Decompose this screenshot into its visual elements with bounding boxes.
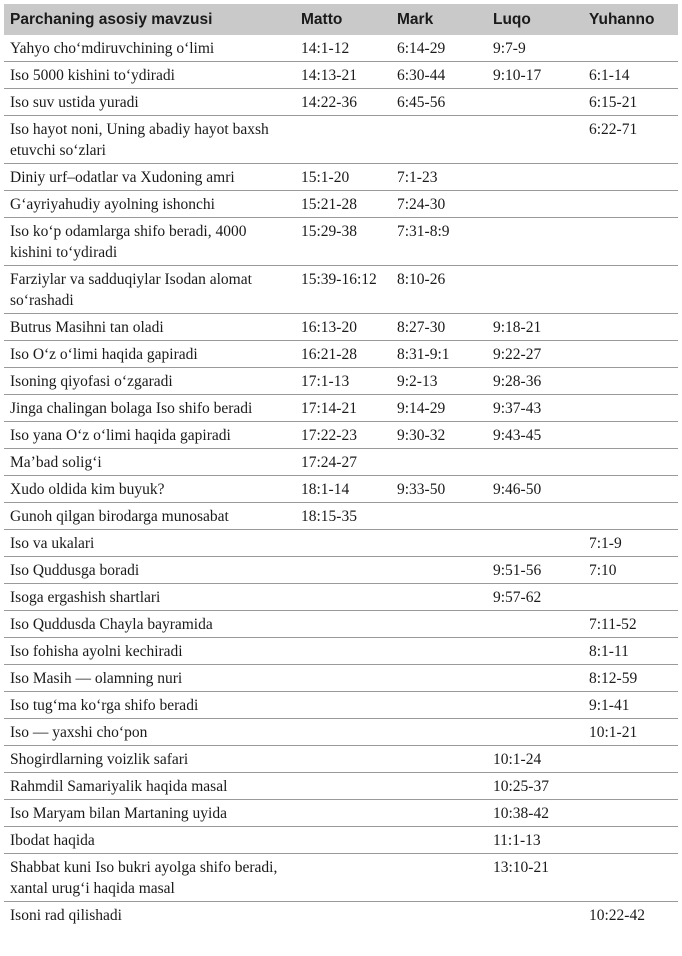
cell-luke <box>487 638 583 665</box>
cell-mark <box>391 638 487 665</box>
column-header-luke: Luqo <box>487 4 583 35</box>
cell-matthew <box>295 692 391 719</box>
cell-mark <box>391 665 487 692</box>
cell-luke: 11:1-13 <box>487 827 583 854</box>
table-row <box>4 665 678 692</box>
cell-matthew <box>295 719 391 746</box>
table-row <box>4 62 678 89</box>
cell-john <box>583 476 678 503</box>
cell-luke <box>487 116 583 164</box>
table-row <box>4 449 678 476</box>
cell-mark: 7:1-23 <box>391 164 487 191</box>
cell-luke <box>487 266 583 314</box>
column-header-topic: Parchaning asosiy mavzusi <box>4 4 295 35</box>
cell-mark: 8:31-9:1 <box>391 341 487 368</box>
cell-topic: Jinga chalingan bolaga Iso shifo beradi <box>4 395 295 422</box>
table-row <box>4 800 678 827</box>
table-row <box>4 476 678 503</box>
cell-matthew <box>295 638 391 665</box>
table-row <box>4 116 678 164</box>
column-header-john: Yuhanno <box>583 4 678 35</box>
table-row <box>4 218 678 266</box>
cell-john: 9:1-41 <box>583 692 678 719</box>
cell-john: 7:10 <box>583 557 678 584</box>
cell-mark <box>391 116 487 164</box>
cell-topic: Iso yana O‘z o‘limi haqida gapiradi <box>4 422 295 449</box>
cell-john: 6:22-71 <box>583 116 678 164</box>
cell-matthew <box>295 854 391 902</box>
cell-matthew: 17:24-27 <box>295 449 391 476</box>
cell-matthew <box>295 827 391 854</box>
cell-john <box>583 218 678 266</box>
table-row <box>4 503 678 530</box>
table-row <box>4 611 678 638</box>
cell-john <box>583 800 678 827</box>
cell-topic: Iso suv ustida yuradi <box>4 89 295 116</box>
cell-topic: Butrus Masihni tan oladi <box>4 314 295 341</box>
cell-john <box>583 773 678 800</box>
cell-topic: Isoni rad qilishadi <box>10 907 122 924</box>
cell-luke: 9:18-21 <box>487 314 583 341</box>
table-body <box>4 35 678 928</box>
cell-luke: 10:1-24 <box>487 746 583 773</box>
table-row <box>4 719 678 746</box>
table-row <box>4 35 678 62</box>
cell-luke <box>487 449 583 476</box>
gospel-parallels-table <box>4 4 678 928</box>
cell-topic: Iso fohisha ayolni kechiradi <box>4 638 295 665</box>
cell-john: 10:1-21 <box>583 719 678 746</box>
cell-luke <box>487 719 583 746</box>
cell-mark <box>391 746 487 773</box>
cell-matthew <box>295 665 391 692</box>
cell-matthew <box>295 611 391 638</box>
cell-matthew: 17:14-21 <box>295 395 391 422</box>
cell-topic: Iso ko‘p odamlarga shifo beradi, 4000 kishini to‘ydiradi <box>4 218 295 266</box>
cell-mark: 6:14-29 <box>391 35 487 62</box>
cell-topic: Iso hayot noni, Uning abadiy hayot baxsh etuvchi so‘zlari <box>4 116 295 164</box>
cell-matthew: 18:15-35 <box>295 503 391 530</box>
cell-topic: Shogirdlarning voizlik safari <box>4 746 295 773</box>
cell-john <box>583 827 678 854</box>
cell-matthew <box>295 746 391 773</box>
cell-mark: 9:30-32 <box>391 422 487 449</box>
cell-matthew <box>295 800 391 827</box>
cell-luke: 9:46-50 <box>487 476 583 503</box>
cell-topic: Iso va ukalari <box>4 530 295 557</box>
cell-luke <box>487 503 583 530</box>
column-header-mark: Mark <box>391 4 487 35</box>
table-row <box>4 854 678 902</box>
table-row <box>4 557 678 584</box>
cell-mark <box>391 503 487 530</box>
cell-john <box>583 368 678 395</box>
table-row <box>4 773 678 800</box>
cell-luke: 10:38-42 <box>487 800 583 827</box>
cell-luke: 13:10-21 <box>487 854 583 902</box>
cell-john: 10:22-42 <box>589 907 645 924</box>
cell-topic: Iso Quddusga boradi <box>4 557 295 584</box>
cell-mark: 7:31-8:9 <box>391 218 487 266</box>
table-row <box>4 314 678 341</box>
cell-topic: Xudo oldida kim buyuk? <box>4 476 295 503</box>
cell-john: 6:15-21 <box>583 89 678 116</box>
cell-mark: 9:2-13 <box>391 368 487 395</box>
cell-topic: Rahmdil Samariyalik haqida masal <box>4 773 295 800</box>
cell-matthew: 16:13-20 <box>295 314 391 341</box>
cell-matthew: 14:13-21 <box>295 62 391 89</box>
cell-mark <box>391 692 487 719</box>
cell-luke: 9:43-45 <box>487 422 583 449</box>
cell-luke <box>487 902 583 929</box>
cell-mark: 9:33-50 <box>391 476 487 503</box>
cell-mark <box>391 611 487 638</box>
table-row <box>4 191 678 218</box>
cell-matthew: 15:29-38 <box>295 218 391 266</box>
cell-john <box>583 449 678 476</box>
cell-john <box>583 266 678 314</box>
table-row <box>4 827 678 854</box>
cell-john: 7:1-9 <box>583 530 678 557</box>
cell-matthew <box>295 530 391 557</box>
cell-matthew <box>295 584 391 611</box>
table-row <box>4 395 678 422</box>
cell-matthew: 14:1-12 <box>295 35 391 62</box>
cell-luke: 9:37-43 <box>487 395 583 422</box>
cell-mark: 8:10-26 <box>391 266 487 314</box>
cell-topic: Iso Masih — olamning nuri <box>4 665 295 692</box>
table-row <box>4 266 678 314</box>
cell-mark: 8:27-30 <box>391 314 487 341</box>
cell-matthew: 15:39-16:12 <box>295 266 391 314</box>
cell-topic: Gunoh qilgan birodarga munosabat <box>4 503 295 530</box>
cell-john <box>583 395 678 422</box>
cell-topic: Iso Quddusda Chayla bayramida <box>4 611 295 638</box>
cell-matthew <box>295 557 391 584</box>
table-row <box>4 530 678 557</box>
cell-john: 7:11-52 <box>583 611 678 638</box>
cell-matthew <box>295 773 391 800</box>
cell-luke: 9:57-62 <box>487 584 583 611</box>
cell-mark <box>391 719 487 746</box>
cell-luke <box>487 89 583 116</box>
cell-john <box>583 503 678 530</box>
cell-john: 6:1-14 <box>583 62 678 89</box>
cell-john <box>583 191 678 218</box>
cell-john <box>583 341 678 368</box>
cell-luke <box>487 164 583 191</box>
cell-topic: Iso 5000 kishini to‘ydiradi <box>4 62 295 89</box>
cell-luke <box>487 530 583 557</box>
cell-luke: 9:22-27 <box>487 341 583 368</box>
cell-topic: Isoning qiyofasi o‘zgaradi <box>4 368 295 395</box>
cell-topic: Iso O‘z o‘limi haqida gapiradi <box>4 341 295 368</box>
table-row <box>4 692 678 719</box>
cell-matthew: 18:1-14 <box>295 476 391 503</box>
cell-john <box>583 35 678 62</box>
cell-john <box>583 164 678 191</box>
cell-topic: Yahyo cho‘mdiruvchining o‘limi <box>4 35 295 62</box>
cell-john <box>583 314 678 341</box>
cell-topic: G‘ayriyahudiy ayolning ishonchi <box>4 191 295 218</box>
cell-matthew <box>295 902 391 929</box>
cell-luke <box>487 665 583 692</box>
table-row <box>4 164 678 191</box>
header-row <box>4 4 678 35</box>
cell-luke: 10:25-37 <box>487 773 583 800</box>
cell-john <box>583 746 678 773</box>
cell-mark: 9:14-29 <box>391 395 487 422</box>
cell-mark <box>391 449 487 476</box>
table-row <box>4 902 678 929</box>
cell-mark <box>391 827 487 854</box>
cell-topic: Ibodat haqida <box>4 827 295 854</box>
cell-mark <box>391 557 487 584</box>
cell-mark <box>391 800 487 827</box>
table-row <box>4 584 678 611</box>
cell-john: 8:1-11 <box>583 638 678 665</box>
cell-matthew: 14:22-36 <box>295 89 391 116</box>
table-header <box>4 4 678 35</box>
cell-luke <box>487 611 583 638</box>
cell-matthew: 15:1-20 <box>295 164 391 191</box>
table-row <box>4 422 678 449</box>
cell-matthew: 16:21-28 <box>295 341 391 368</box>
cell-luke <box>487 191 583 218</box>
cell-matthew <box>295 116 391 164</box>
cell-john <box>583 422 678 449</box>
cell-mark <box>391 584 487 611</box>
cell-luke <box>487 692 583 719</box>
cell-mark: 6:45-56 <box>391 89 487 116</box>
cell-luke: 9:51-56 <box>487 557 583 584</box>
column-header-matthew: Matto <box>295 4 391 35</box>
cell-topic: Iso Maryam bilan Martaning uyida <box>4 800 295 827</box>
cell-luke: 9:28-36 <box>487 368 583 395</box>
cell-john <box>583 584 678 611</box>
cell-luke: 9:7-9 <box>487 35 583 62</box>
cell-topic: Iso — yaxshi cho‘pon <box>4 719 295 746</box>
cell-topic: Ma’bad solig‘i <box>4 449 295 476</box>
cell-mark <box>391 773 487 800</box>
cell-matthew: 17:1-13 <box>295 368 391 395</box>
cell-mark: 7:24-30 <box>391 191 487 218</box>
cell-john <box>583 854 678 902</box>
cell-luke <box>487 218 583 266</box>
cell-topic: Farziylar va sadduqiylar Isodan alomat so‘rashadi <box>4 266 295 314</box>
cell-mark <box>391 902 487 929</box>
cell-mark: 6:30-44 <box>391 62 487 89</box>
cell-mark <box>391 854 487 902</box>
cell-john: 8:12-59 <box>583 665 678 692</box>
cell-matthew: 17:22-23 <box>295 422 391 449</box>
table-row <box>4 368 678 395</box>
cell-mark <box>391 530 487 557</box>
cell-topic: Shabbat kuni Iso bukri ayolga shifo beradi, xantal urug‘i haqida masal <box>4 854 295 902</box>
table-row <box>4 341 678 368</box>
table-row <box>4 746 678 773</box>
cell-luke: 9:10-17 <box>487 62 583 89</box>
table-row <box>4 89 678 116</box>
cell-topic: Isoga ergashish shartlari <box>4 584 295 611</box>
cell-topic: Iso tug‘ma ko‘rga shifo beradi <box>4 692 295 719</box>
table-row <box>4 638 678 665</box>
cell-topic: Diniy urf–odatlar va Xudoning amri <box>4 164 295 191</box>
cell-matthew: 15:21-28 <box>295 191 391 218</box>
